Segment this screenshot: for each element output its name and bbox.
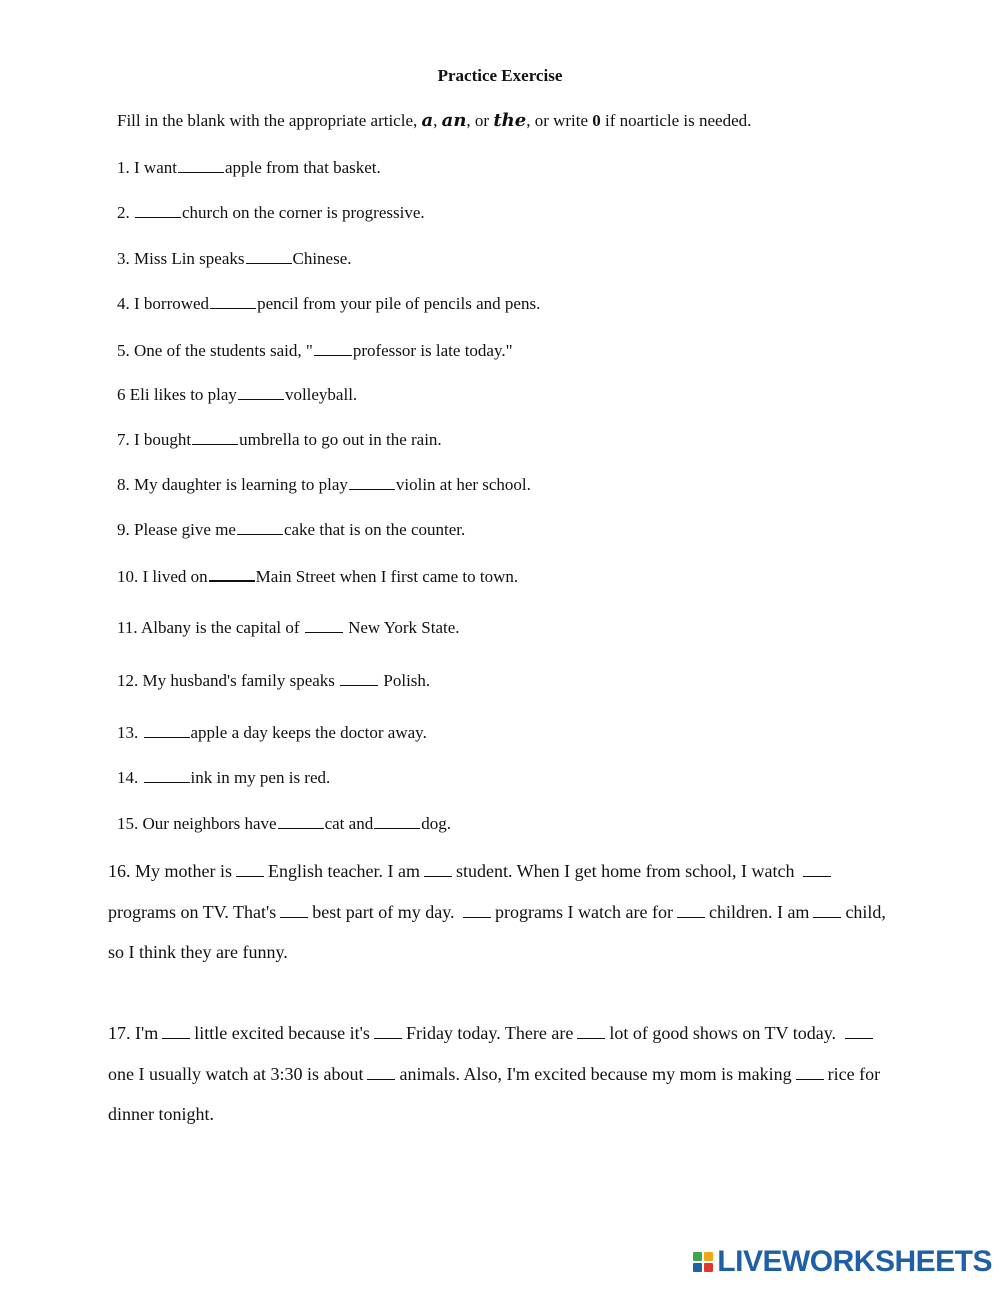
- item-text: umbrella to go out in the rain.: [239, 430, 442, 449]
- item-number: 2.: [117, 203, 130, 222]
- item-number: 5.: [117, 341, 130, 360]
- exercise-item-8: [117, 475, 531, 495]
- answer-blank[interactable]: [246, 249, 292, 264]
- exercise-item-13: [117, 723, 427, 743]
- logo-text: LIVEWORKSHEETS: [717, 1245, 992, 1278]
- item-number: 6: [117, 385, 126, 404]
- para-text: Friday today. There are: [405, 1023, 574, 1043]
- item-text: I want: [134, 158, 177, 177]
- para-text: best part of my day.: [312, 901, 455, 922]
- answer-blank[interactable]: [162, 1024, 190, 1039]
- item-text: Please give me: [134, 520, 236, 539]
- para-text: children. I am: [708, 901, 810, 922]
- answer-blank[interactable]: [209, 566, 255, 582]
- item-text: Albany is the capital of: [140, 618, 300, 637]
- para-text: programs I watch are for: [495, 901, 673, 922]
- exercise-item-4: [117, 294, 540, 314]
- item-number: 3.: [117, 249, 130, 268]
- answer-blank[interactable]: [374, 814, 420, 829]
- article-the: the: [493, 110, 527, 131]
- logo-blocks-icon: [693, 1252, 713, 1272]
- item-number: 13.: [117, 723, 139, 742]
- answer-blank[interactable]: [238, 385, 284, 400]
- answer-blank[interactable]: [803, 862, 831, 877]
- item-text: One of the students said, ": [134, 341, 313, 360]
- instructions-end: if noarticle is needed.: [605, 111, 752, 130]
- item-text: I borrowed: [134, 294, 210, 313]
- answer-blank[interactable]: [424, 862, 452, 877]
- answer-blank[interactable]: [845, 1024, 873, 1039]
- item-text: My daughter is learning to play: [134, 475, 348, 494]
- answer-blank[interactable]: [178, 158, 224, 173]
- answer-blank[interactable]: [144, 723, 190, 738]
- instructions-write: , or write: [526, 111, 589, 130]
- exercise-paragraph-16: [108, 851, 898, 973]
- exercise-item-5: [117, 341, 513, 361]
- answer-blank[interactable]: [796, 1065, 824, 1080]
- answer-blank[interactable]: [367, 1065, 395, 1080]
- item-text: My husband's family speaks: [142, 671, 335, 690]
- item-text: volleyball.: [284, 385, 358, 404]
- exercise-item-12: [117, 671, 430, 691]
- instructions: Fill in the blank with the appropriate article, a, an, or the, or write 0 if noarticle is needed.: [117, 110, 752, 131]
- exercise-item-9: [117, 520, 465, 540]
- item-text: Our neighbors have: [142, 814, 277, 833]
- zero-marker: 0: [592, 111, 601, 130]
- exercise-item-2: [117, 203, 425, 223]
- exercise-item-11: [117, 618, 460, 638]
- answer-blank[interactable]: [236, 862, 264, 877]
- para-text: one I usually watch at 3:30 is about: [108, 1063, 364, 1084]
- item-number: 10.: [117, 567, 139, 586]
- para-text: animals. Also, I'm excited because my mom is making: [399, 1063, 792, 1084]
- answer-blank[interactable]: [314, 341, 352, 356]
- answer-blank[interactable]: [135, 203, 181, 218]
- item-text: cat and: [324, 814, 374, 833]
- logo-block: [704, 1263, 713, 1272]
- para-text: student. When I get home from school, I watch: [455, 861, 795, 881]
- exercise-item-7: [117, 430, 442, 450]
- item-number: 1.: [117, 158, 130, 177]
- exercise-item-6: [117, 385, 357, 405]
- item-number: 9.: [117, 520, 130, 539]
- answer-blank[interactable]: [278, 814, 324, 829]
- item-text: ink in my pen is red.: [190, 768, 331, 787]
- answer-blank[interactable]: [305, 618, 343, 633]
- item-text: Miss Lin speaks: [134, 249, 245, 268]
- logo-block: [704, 1252, 713, 1261]
- article-an: an: [441, 110, 467, 131]
- answer-blank[interactable]: [813, 903, 841, 918]
- answer-blank[interactable]: [463, 903, 491, 918]
- exercise-item-15: [117, 814, 451, 834]
- article-a: a: [421, 110, 434, 131]
- answer-blank[interactable]: [577, 1024, 605, 1039]
- exercise-paragraph-17: [108, 1013, 898, 1135]
- item-number: 16.: [108, 861, 131, 881]
- item-text: Chinese.: [292, 249, 352, 268]
- exercise-item-10: [117, 566, 518, 587]
- answer-blank[interactable]: [210, 294, 256, 309]
- item-number: 17.: [108, 1023, 131, 1043]
- liveworksheets-logo[interactable]: [693, 1245, 992, 1279]
- answer-blank[interactable]: [237, 520, 283, 535]
- item-text: cake that is on the counter.: [283, 520, 466, 539]
- item-number: 12.: [117, 671, 139, 690]
- answer-blank[interactable]: [340, 671, 378, 686]
- item-number: 4.: [117, 294, 130, 313]
- para-text: My mother is: [135, 861, 232, 881]
- item-text: professor is late today.": [352, 341, 513, 360]
- answer-blank[interactable]: [280, 903, 308, 918]
- instructions-text: Fill in the blank with the appropriate article,: [117, 111, 418, 130]
- answer-blank[interactable]: [677, 903, 705, 918]
- item-text: Polish.: [383, 671, 431, 690]
- para-text: programs on TV. That's: [108, 901, 277, 922]
- item-text: I bought: [134, 430, 192, 449]
- answer-blank[interactable]: [374, 1024, 402, 1039]
- exercise-item-14: [117, 768, 330, 788]
- item-number: 11.: [117, 618, 138, 637]
- item-text: apple from that basket.: [224, 158, 381, 177]
- item-text: New York State.: [348, 618, 460, 637]
- item-number: 7.: [117, 430, 130, 449]
- item-number: 8.: [117, 475, 130, 494]
- para-text: lot of good shows on TV today.: [609, 1023, 837, 1043]
- answer-blank[interactable]: [144, 768, 190, 783]
- item-text: apple a day keeps the doctor away.: [190, 723, 427, 742]
- para-text: child, so I think they are funny.: [108, 901, 886, 962]
- exercise-item-3: [117, 249, 352, 269]
- item-text: Eli likes to play: [129, 385, 237, 404]
- para-text: little excited because it's: [194, 1023, 370, 1043]
- answer-blank[interactable]: [349, 475, 395, 490]
- item-text: dog.: [421, 814, 451, 833]
- para-text: English teacher. I am: [268, 861, 420, 881]
- para-text: I'm: [135, 1023, 159, 1043]
- item-text: pencil from your pile of pencils and pens.: [257, 294, 541, 313]
- item-number: 15.: [117, 814, 139, 833]
- page-title: Practice Exercise: [437, 66, 563, 85]
- instructions-or: , or: [466, 111, 490, 130]
- exercise-item-1: [117, 158, 381, 178]
- item-text: I lived on: [142, 567, 208, 586]
- logo-block: [693, 1263, 702, 1272]
- logo-block: [693, 1252, 702, 1261]
- item-text: violin at her school.: [395, 475, 531, 494]
- answer-blank[interactable]: [192, 430, 238, 445]
- item-text: church on the corner is progressive.: [182, 203, 425, 222]
- para-text: rice for dinner tonight.: [108, 1063, 881, 1124]
- item-text: Main Street when I first came to town.: [255, 567, 519, 586]
- item-number: 14.: [117, 768, 139, 787]
